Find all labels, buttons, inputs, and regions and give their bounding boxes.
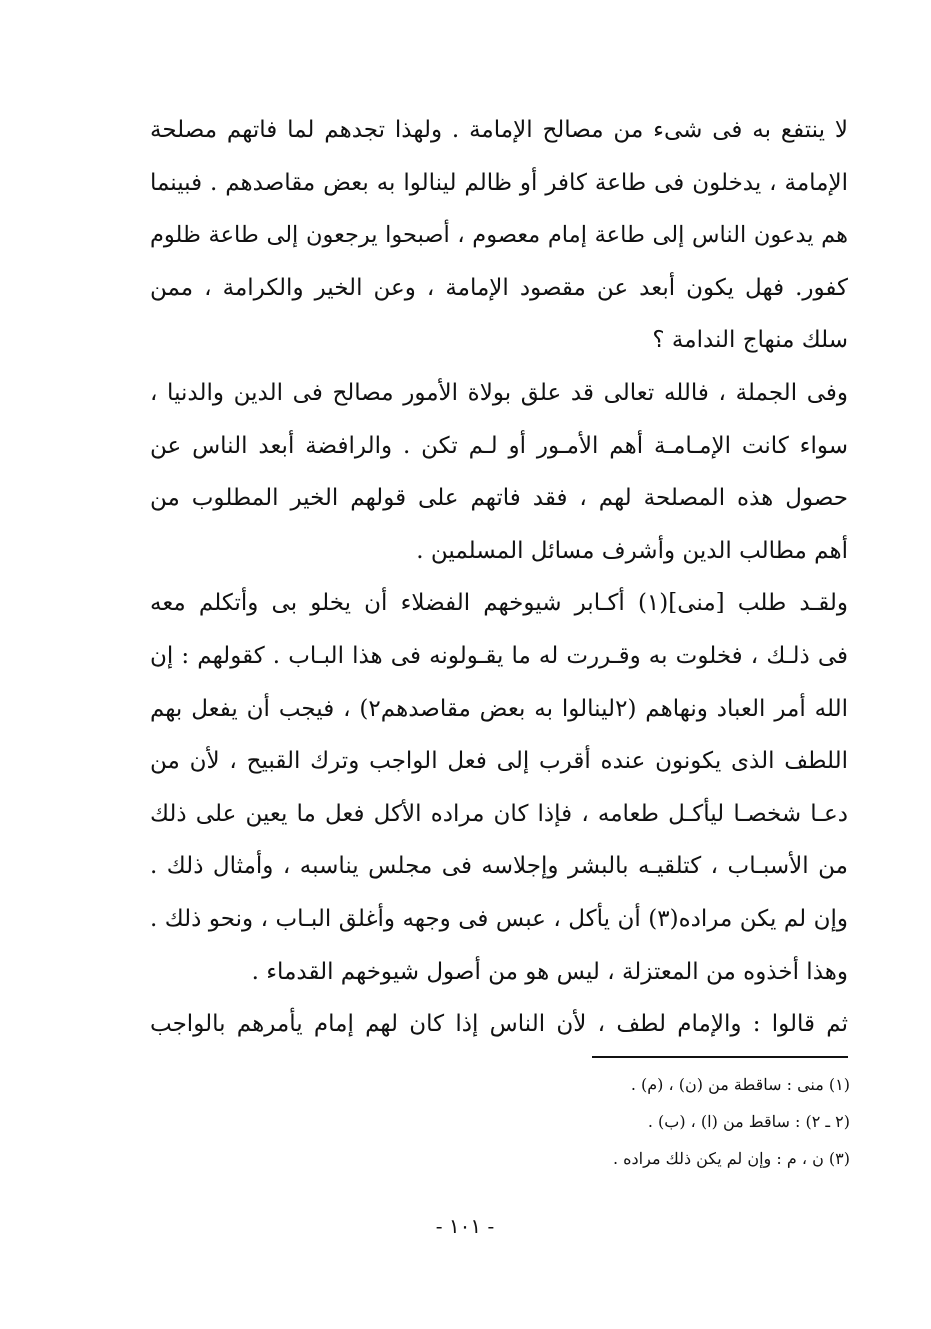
text-line: وهذا أخذوه من المعتزلة ، ليس هو من أصول شيوخهم القدماء . [251,958,848,985]
footnote: (٢ ـ ٢) : ساقط من (ا) ، (ب) . [647,1112,850,1131]
text-line: هم يدعون الناس إلى طاعة إمام معصوم ، أصبحوا يرجعون إلى طاعة ظلوم [150,222,848,249]
text-line: أهم مطالب الدين وأشرف مسائل المسلمين . [416,537,848,564]
text-line: الله أمر العباد ونهاهم (٢لينالوا به بعض مقاصدهم٢) ، فيجب أن يفعل بهم [150,695,848,722]
text-line: من الأسبـاب ، كتلقيـه بالبشر وإجلاسه فى مجلس يناسبه ، وأمثال ذلك . [150,853,848,880]
text-line: الإمامة ، يدخلون فى طاعة كافر أو ظالم لينالوا به بعض مقاصدهم . فبينما [150,169,848,196]
main-text-block [150,104,848,1051]
text-line: لا ينتفع به فى شىء من مصالح الإمامة . ولهذا تجدهم لما فاتهم مصلحة [150,117,848,143]
text-line: حصول هذه المصلحة لهم ، فقد فاتهم على قولهم الخير المطلوب من [150,485,848,512]
text-line: اللطف الذى يكونون عنده أقرب إلى فعل الواجب وترك القبيح ، لأن من [150,748,848,775]
footnotes [480,1066,850,1177]
text-line: ثم قالوا : والإمام لطف ، لأن الناس إذا كان لهم إمام يأمرهم بالواجب [150,1011,848,1038]
text-line: فى ذلـك ، فخلوت به وقـررت له ما يقـولونه فى هذا البـاب . كقولهم : إن [150,642,848,669]
footnote-divider [592,1056,848,1058]
text-line: وإن لم يكن مراده(٣) أن يأكل ، عبس فى وجهه وأغلق البـاب ، ونحو ذلك . [150,905,848,932]
footnote: (١) منى : ساقطة من (ن) ، (م) . [630,1075,850,1094]
text-line: سلك منهاج الندامة ؟ [652,327,848,354]
text-line: دعـا شخصـا ليأكـل طعامه ، فإذا كان مراده الأكل فعل ما يعين على ذلك [150,800,848,827]
text-line: سواء كانت الإمـامـة أهم الأمـور أو لـم تكن . والرافضة أبعد الناس عن [150,432,848,459]
text-line: ولقـد طلب [منى](١) أكـابر شيوخهم الفضلاء أن يخلو بى وأتكلم معه [150,590,848,617]
page-number: - ١٠١ - [435,1214,495,1238]
text-line: كفور. فهل يكون أبعد عن مقصود الإمامة ، وعن الخير والكرامة ، ممن [150,274,848,301]
text-line: وفى الجملة ، فالله تعالى قد علق بولاة الأمور مصالح فى الدين والدنيا ، [150,379,848,406]
footnote: (٣) ن ، م : وإن لم يكن ذلك مراده . [613,1149,850,1168]
